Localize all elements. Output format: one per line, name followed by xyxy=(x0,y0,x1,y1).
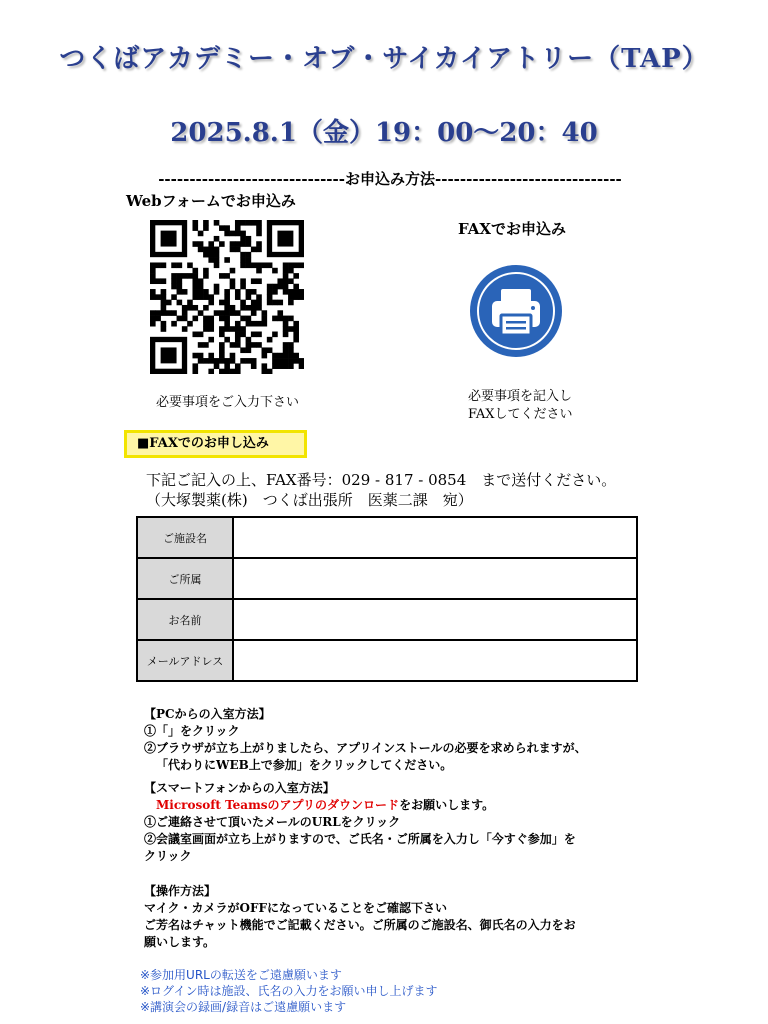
divider-left: ------------------------------ xyxy=(158,170,345,188)
smartphone-download xyxy=(144,797,576,814)
form-row-email xyxy=(137,640,637,681)
form-field-email[interactable] xyxy=(233,640,637,681)
teams-download-link[interactable]: Microsoft Teamsのアプリのダウンロード xyxy=(156,798,400,812)
operation-heading: 【操作方法】 xyxy=(144,884,217,898)
pc-step2a: ②ブラウザが立ち上がりましたら、アプリインストールの必要を求められますが、 xyxy=(144,741,587,755)
fax-instruction-line1: 下記ご記入の上、FAX番号：029 - 817 - 0854 まで送付ください。 xyxy=(146,471,617,489)
fax-section-badge: ■FAXでのお申し込み xyxy=(124,430,307,458)
fax-form-table xyxy=(136,516,638,682)
event-datetime: 2025.8.1（金）19：00～20：40 xyxy=(170,118,598,148)
pc-heading: 【PCからの入室方法】 xyxy=(144,707,271,721)
qr-code-icon[interactable] xyxy=(150,220,304,374)
fax-instruction xyxy=(146,470,616,510)
apply-method-divider xyxy=(60,168,720,189)
operation-line1: マイク・カメラがOFFになっていることをご確認下さい xyxy=(144,901,448,915)
form-field-name[interactable] xyxy=(233,599,637,640)
printer-icon xyxy=(470,265,562,357)
qr-code-graphic xyxy=(150,220,304,374)
form-field-facility[interactable] xyxy=(233,517,637,558)
smartphone-step2b: クリック xyxy=(144,849,192,863)
smartphone-heading: 【スマートフォンからの入室方法】 xyxy=(144,781,335,795)
printer-icon-graphic xyxy=(470,265,562,357)
fax-apply-heading: FAXでお申込み xyxy=(458,220,567,238)
fax-instruction-line2: （大塚製薬(株) つくば出張所 医薬二課 宛） xyxy=(146,491,473,509)
operation-line2: ご芳名はチャット機能でご記載ください。ご所属のご施設名、御氏名の入力をお xyxy=(144,918,576,932)
form-label-facility: ご施設名 xyxy=(137,517,233,558)
divider-right: ------------------------------ xyxy=(435,170,622,188)
divider-label: お申込み方法 xyxy=(344,170,435,188)
form-label-email: メールアドレス xyxy=(137,640,233,681)
pc-entry-section xyxy=(144,706,587,774)
form-row-facility xyxy=(137,517,637,558)
smartphone-step1: ①ご連絡させて頂いたメールのURLをクリック xyxy=(144,815,401,829)
web-form-note: 必要事項をご入力下さい xyxy=(156,395,300,410)
fax-note xyxy=(468,388,573,424)
form-row-department xyxy=(137,558,637,599)
pc-step1: ①「」をクリック xyxy=(144,724,240,738)
smartphone-entry-section xyxy=(144,780,576,865)
form-label-name: お名前 xyxy=(137,599,233,640)
note-item: ※講演会の録画/録音はご遠慮願います xyxy=(140,1000,347,1014)
note-item: ※ログイン時は施設、氏名の入力をお願い申し上げます xyxy=(140,984,438,998)
page-title: つくばアカデミー・オブ・サイカイアトリー（TAP） xyxy=(59,44,709,74)
smartphone-download-rest: をお願いします。 xyxy=(399,798,495,812)
web-form-heading: Webフォームでお申込み xyxy=(126,192,296,210)
note-item: ※参加用URLの転送をご遠慮願います xyxy=(140,968,342,982)
form-label-department: ご所属 xyxy=(137,558,233,599)
smartphone-step2a: ②会議室画面が立ち上がりますので、ご氏名・ご所属を入力し「今すぐ参加」を xyxy=(144,832,576,846)
fax-note-line2: FAXしてください xyxy=(468,407,573,422)
notes-section xyxy=(140,967,437,1015)
fax-note-line1: 必要事項を記入し xyxy=(468,389,573,404)
form-row-name xyxy=(137,599,637,640)
operation-section xyxy=(144,883,576,951)
operation-line3: 願いします。 xyxy=(144,935,216,949)
pc-step2b: 「代わりにWEB上で参加」をクリックしてください。 xyxy=(156,758,453,772)
form-field-department[interactable] xyxy=(233,558,637,599)
